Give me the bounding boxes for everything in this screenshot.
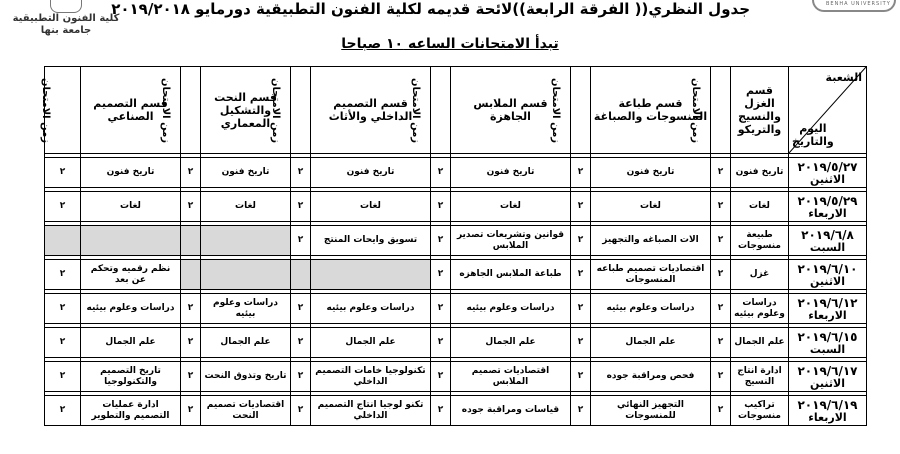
dept-header-5: قسم التصميم الصناعي — [81, 67, 181, 154]
subject-cell — [81, 226, 181, 256]
subject-cell: قوانين وتشريعات تصدير الملابس — [451, 226, 571, 256]
duration-cell — [181, 260, 201, 290]
page-subtitle: تبدأ الامتحانات الساعه ١٠ صباحا — [341, 36, 559, 52]
duration-cell: ٢ — [431, 396, 451, 426]
university-logo-text: BENHA UNIVERSITY — [826, 1, 891, 7]
duration-cell: ٢ — [571, 158, 591, 188]
subject-cell: تاريخ فنون — [81, 158, 181, 188]
subject-cell: لغات — [591, 192, 711, 222]
duration-cell: ٢ — [431, 260, 451, 290]
duration-cell: ٢ — [45, 362, 81, 392]
duration-cell: ٢ — [45, 328, 81, 358]
table-row — [45, 396, 867, 426]
exam-date: ٢٠١٩/٦/١٢ — [797, 295, 858, 310]
subject-cell — [201, 260, 291, 290]
duration-cell: ٢ — [431, 226, 451, 256]
date-cell — [789, 192, 867, 222]
subject-cell: لغات — [201, 192, 291, 222]
subject-cell: تراكيب منسوجات — [731, 396, 789, 426]
subject-cell: تاريخ وتذوق النحت — [201, 362, 291, 392]
time-header: زمن الامتحان — [711, 67, 731, 154]
subject-cell — [311, 260, 431, 290]
exam-day: الاربعاء — [808, 308, 847, 322]
duration-cell: ٢ — [45, 158, 81, 188]
duration-cell: ٢ — [45, 396, 81, 426]
duration-cell: ٢ — [571, 260, 591, 290]
subject-cell: قياسات ومراقبة جوده — [451, 396, 571, 426]
time-header: زمن الامتحان — [291, 67, 311, 154]
dept-header-1: قسم طباعة المنسوجات والصباغة — [591, 67, 711, 154]
dept-header-0: قسم الغزل والنسيج والتريكو — [731, 67, 789, 154]
exam-date: ٢٠١٩/٦/١٠ — [797, 261, 858, 276]
corner-label-and-date: والتاريخ — [792, 135, 834, 148]
subject-cell: دراسات وعلوم بيئيه — [201, 294, 291, 324]
faculty-logo-university: جامعة بنها — [40, 25, 92, 36]
duration-cell: ٢ — [431, 362, 451, 392]
table-row — [45, 192, 867, 222]
subject-cell: ادارة عمليات التصميم والتطوير — [81, 396, 181, 426]
exam-schedule-table — [39, 66, 867, 426]
exam-day: الاثنين — [810, 376, 845, 390]
duration-cell: ٢ — [571, 328, 591, 358]
exam-date: ٢٠١٩/٦/١٧ — [797, 363, 858, 378]
faculty-logo — [6, 0, 126, 40]
duration-cell: ٢ — [431, 192, 451, 222]
faculty-emblem-icon — [50, 0, 82, 13]
exam-day: الاثنين — [810, 172, 845, 186]
exam-day: السبت — [809, 240, 846, 254]
duration-cell: ٢ — [711, 158, 731, 188]
subject-cell: علم الجمال — [591, 328, 711, 358]
time-header: زمن الامتحان — [431, 67, 451, 154]
exam-day: الاربعاء — [808, 206, 847, 220]
dept-header-2: قسم الملابس الجاهزة — [451, 67, 571, 154]
exam-date: ٢٠١٩/٥/٢٩ — [797, 193, 858, 208]
subject-cell: ادارة انتاج النسيج — [731, 362, 789, 392]
duration-cell: ٢ — [291, 226, 311, 256]
duration-cell — [181, 226, 201, 256]
exam-day: السبت — [809, 342, 846, 356]
duration-cell: ٢ — [431, 158, 451, 188]
duration-cell: ٢ — [291, 192, 311, 222]
subject-cell: دراسات وعلوم بيئيه — [311, 294, 431, 324]
duration-cell: ٢ — [181, 328, 201, 358]
duration-cell: ٢ — [181, 294, 201, 324]
subject-cell: تاريخ فنون — [311, 158, 431, 188]
duration-cell: ٢ — [711, 192, 731, 222]
subject-cell: تسويق وايحات المنتج — [311, 226, 431, 256]
time-header: زمن الامتحان — [181, 67, 201, 154]
subject-cell: لغات — [311, 192, 431, 222]
table-row — [45, 260, 867, 290]
dept-header-3: قسم التصميم الداخلي والأثاث — [311, 67, 431, 154]
duration-cell — [45, 226, 81, 256]
time-header: زمن الامتحان — [571, 67, 591, 154]
subject-cell: دراسات وعلوم بيئيه — [81, 294, 181, 324]
table-row — [45, 158, 867, 188]
exam-day: الاثنين — [810, 274, 845, 288]
date-cell — [789, 226, 867, 256]
time-header: زمن الامتحان — [45, 67, 81, 154]
duration-cell: ٢ — [571, 396, 591, 426]
subject-cell: طبيعة منسوجات — [731, 226, 789, 256]
subject-cell: اقتصاديات تصميم النحت — [201, 396, 291, 426]
duration-cell: ٢ — [181, 158, 201, 188]
duration-cell — [291, 260, 311, 290]
duration-cell: ٢ — [711, 396, 731, 426]
duration-cell: ٢ — [571, 294, 591, 324]
duration-cell: ٢ — [711, 260, 731, 290]
subject-cell: نظم رقميه وتحكم عن بعد — [81, 260, 181, 290]
corner-label-date — [792, 122, 834, 148]
subject-cell: طباعة الملابس الجاهزه — [451, 260, 571, 290]
subject-cell: اقتصاديات تصميم طباعه المنسوجات — [591, 260, 711, 290]
subject-cell: لغات — [731, 192, 789, 222]
faculty-logo-name: كلية الفنون التطبيقية — [12, 13, 120, 24]
page-title: جدول النظري(( الفرقة الرابعة))لائحة قديمه لكلية الفنون التطبيقية دورمايو ٢٠١٩/٢٠١٨ — [111, 0, 750, 18]
duration-cell: ٢ — [711, 362, 731, 392]
subject-cell: الات الصباغه والتجهيز — [591, 226, 711, 256]
exam-day: الاربعاء — [808, 410, 847, 424]
table-row — [45, 362, 867, 392]
duration-cell: ٢ — [291, 158, 311, 188]
table-row — [45, 328, 867, 358]
subject-cell: تاريخ التصميم والتكنولوجيا — [81, 362, 181, 392]
duration-cell: ٢ — [45, 260, 81, 290]
subject-cell: اقتصاديات تصميم الملابس — [451, 362, 571, 392]
duration-cell: ٢ — [181, 396, 201, 426]
duration-cell: ٢ — [431, 328, 451, 358]
table-header-row — [45, 67, 867, 154]
exam-date: ٢٠١٩/٦/١٩ — [797, 397, 858, 412]
duration-cell: ٢ — [571, 226, 591, 256]
subject-cell: علم الجمال — [451, 328, 571, 358]
subject-cell: دراسات وعلوم بيئيه — [451, 294, 571, 324]
duration-cell: ٢ — [291, 362, 311, 392]
subject-cell: فحص ومراقبة جوده — [591, 362, 711, 392]
duration-cell: ٢ — [45, 294, 81, 324]
subject-cell: لغات — [81, 192, 181, 222]
duration-cell: ٢ — [571, 362, 591, 392]
duration-cell: ٢ — [181, 192, 201, 222]
subject-cell: تاريخ فنون — [451, 158, 571, 188]
exam-date: ٢٠١٩/٦/٨ — [801, 227, 854, 242]
subject-cell: علم الجمال — [81, 328, 181, 358]
duration-cell: ٢ — [431, 294, 451, 324]
duration-cell: ٢ — [711, 328, 731, 358]
subject-cell: تاريخ فنون — [731, 158, 789, 188]
subject-cell: دراسات وعلوم بيئيه — [591, 294, 711, 324]
duration-cell: ٢ — [291, 396, 311, 426]
subject-cell: علم الجمال — [311, 328, 431, 358]
date-cell — [789, 328, 867, 358]
subject-cell: تكنو لوجيا انتاج التصميم الداخلي — [311, 396, 431, 426]
subject-cell: علم الجمال — [731, 328, 789, 358]
date-cell — [789, 294, 867, 324]
subject-cell — [201, 226, 291, 256]
date-cell — [789, 362, 867, 392]
subject-cell: تكنولوجيا خامات التصميم الداخلي — [311, 362, 431, 392]
corner-label-day: اليوم — [799, 122, 827, 135]
duration-cell: ٢ — [291, 294, 311, 324]
date-cell — [789, 396, 867, 426]
duration-cell: ٢ — [291, 328, 311, 358]
date-cell — [789, 260, 867, 290]
duration-cell: ٢ — [181, 362, 201, 392]
subject-cell: علم الجمال — [201, 328, 291, 358]
subject-cell: التجهيز النهائي للمنسوجات — [591, 396, 711, 426]
dept-header-4: قسم النحت والتشكيل المعماري — [201, 67, 291, 154]
duration-cell: ٢ — [711, 294, 731, 324]
date-cell — [789, 158, 867, 188]
exam-date: ٢٠١٩/٦/١٥ — [797, 329, 858, 344]
subject-cell: تاريخ فنون — [591, 158, 711, 188]
corner-header-cell — [789, 67, 867, 154]
duration-cell: ٢ — [45, 192, 81, 222]
corner-label-division: الشعبة — [825, 71, 862, 84]
university-logo — [806, 0, 896, 14]
subject-cell: لغات — [451, 192, 571, 222]
table-row — [45, 294, 867, 324]
duration-cell: ٢ — [571, 192, 591, 222]
schedule-body — [45, 154, 867, 426]
subject-cell: غزل — [731, 260, 789, 290]
exam-date: ٢٠١٩/٥/٢٧ — [797, 159, 858, 174]
duration-cell: ٢ — [711, 226, 731, 256]
subject-cell: دراسات وعلوم بيئيه — [731, 294, 789, 324]
table-row — [45, 226, 867, 256]
subject-cell: تاريخ فنون — [201, 158, 291, 188]
